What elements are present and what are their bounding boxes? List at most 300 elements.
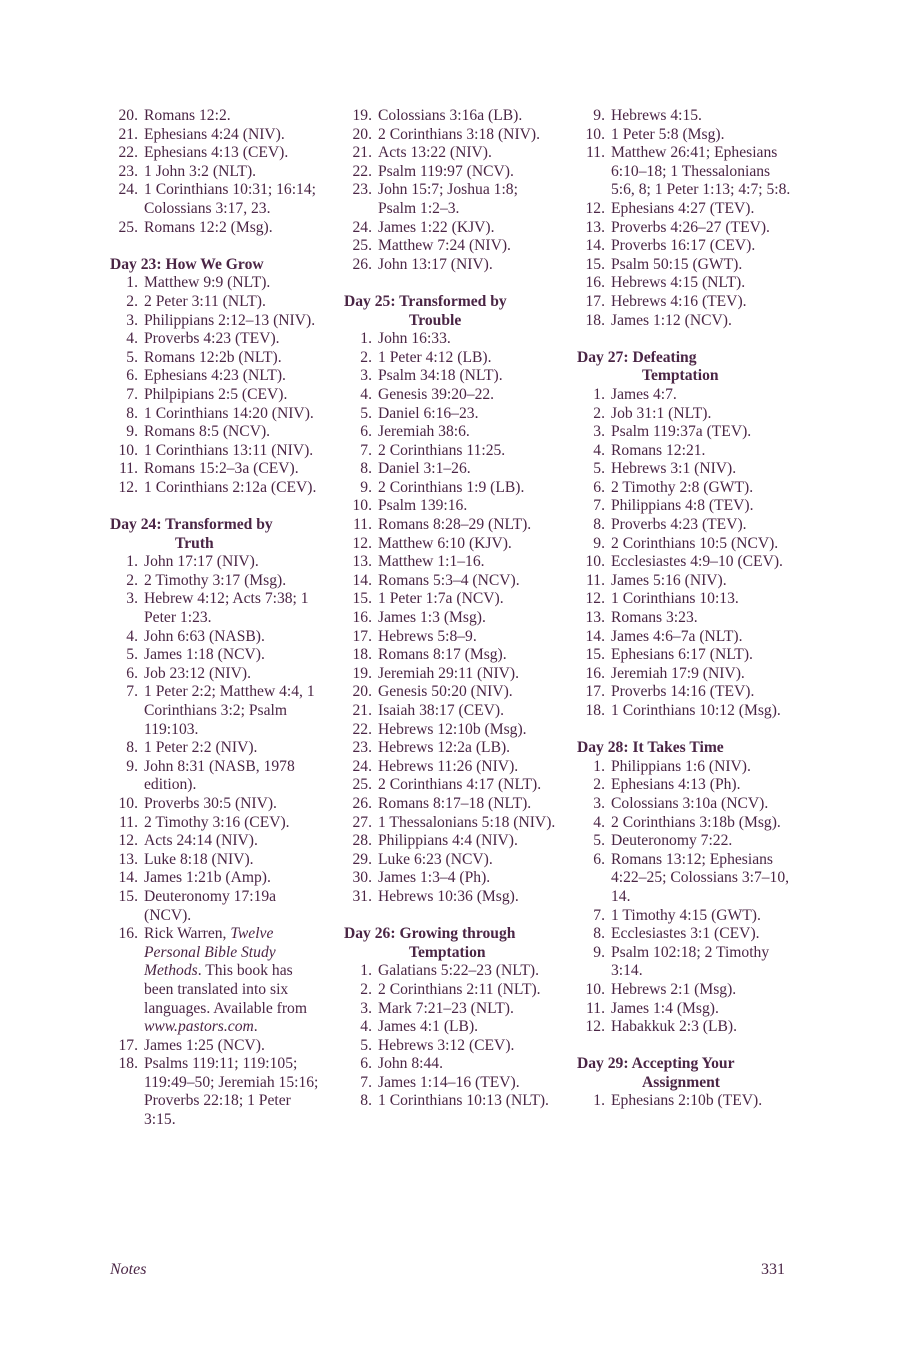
endnote-reference: Ephesians 2:10b (TEV). [611,1092,763,1110]
endnote-number: 22. [352,162,372,180]
notes-section [577,739,792,1037]
endnote-number: 2. [360,348,372,366]
notes-section [577,349,792,721]
endnote-item [344,628,559,647]
endnote-item [344,572,559,591]
endnote-reference: Philippians 2:12–13 (NIV). [144,311,316,329]
endnote-item [344,869,559,888]
endnote-reference: 2 Corinthians 10:5 (NCV). [611,534,779,552]
endnote-item [577,535,792,554]
endnote-reference: Proverbs 4:23 (TEV). [144,330,280,348]
endnote-reference: 2 Corinthians 1:9 (LB). [378,478,525,496]
endnote-number: 8. [360,460,372,478]
endnote-reference: Psalm 139:16. [378,497,468,515]
endnote-number: 10. [585,980,605,998]
endnote-item [577,256,792,275]
endnote-number: 20. [118,107,138,124]
endnote-reference: 2 Timothy 2:8 (GWT). [611,478,754,496]
endnote-number: 11. [586,571,605,589]
endnote-item [110,590,325,627]
endnote-item [110,553,325,572]
endnote-item [344,851,559,870]
endnote-reference: Philpipians 2:5 (CEV). [144,385,288,403]
endnote-number: 5. [593,832,605,850]
endnote-number: 14. [118,869,138,887]
endnote-item [110,869,325,888]
endnote-reference: Matthew 9:9 (NLT). [144,274,271,292]
endnote-number: 11. [119,813,138,831]
endnote-reference: John 13:17 (NIV). [378,255,493,273]
endnote-item [110,423,325,442]
endnote-item [110,758,325,795]
endnote-item [110,274,325,293]
endnote-item [344,721,559,740]
notes-section [110,516,325,1130]
endnote-number: 9. [593,107,605,124]
section-heading-line: Day 25: Transformed by [344,292,507,310]
endnote-number: 8. [593,925,605,943]
endnote-item [344,776,559,795]
endnote-reference: James 1:18 (NCV). [144,646,265,664]
notes-section [344,107,559,274]
endnote-reference: Romans 8:17–18 (NLT). [378,794,532,812]
endnote-item [344,1092,559,1111]
endnote-number: 8. [126,739,138,757]
endnote-item [344,590,559,609]
page-number: 331 [761,1261,785,1278]
endnote-item [577,497,792,516]
endnote-item [344,1074,559,1093]
section-heading [344,925,559,962]
endnote-item [344,1037,559,1056]
endnote-number: 13. [585,218,605,236]
endnote-reference: Habakkuk 2:3 (LB). [611,1018,738,1036]
endnote-number: 2. [593,404,605,422]
endnote-item [110,1055,325,1129]
endnote-number: 7. [360,1073,372,1091]
endnote-item [577,665,792,684]
endnote-number: 24. [118,181,138,199]
endnote-reference: Romans 5:3–4 (NCV). [378,571,520,589]
endnote-item [110,367,325,386]
endnote-number: 2. [126,571,138,589]
endnote-reference: Psalms 119:11; 119:105; 119:49–50; Jeremiah 15:16; Proverbs 22:18; 1 Peter 3:15. [144,1055,319,1129]
endnote-item [344,535,559,554]
endnote-item [577,944,792,981]
endnote-number: 1. [126,274,138,292]
endnote-number: 10. [352,497,372,515]
endnote-list [577,386,792,721]
endnote-number: 10. [118,794,138,812]
endnote-number: 12. [118,478,138,496]
endnote-list [577,107,792,330]
endnote-item [344,163,559,182]
endnote-reference: Hebrews 5:8–9. [378,627,477,645]
endnote-number: 4. [126,627,138,645]
endnote-reference: 1 John 3:2 (NLT). [144,162,257,180]
endnote-reference: Acts 13:22 (NIV). [378,144,492,162]
endnote-reference: John 8:31 (NASB, 1978 edition). [144,757,295,794]
endnote-item [577,200,792,219]
endnote-reference: 1 Corinthians 10:31; 16:14; Colossians 3:17, 23. [144,181,316,217]
endnote-number: 24. [352,218,372,236]
endnote-item [577,219,792,238]
endnote-number: 9. [593,534,605,552]
endnote-item [110,795,325,814]
endnote-item [110,349,325,368]
endnote-item [344,962,559,981]
endnote-number: 18. [585,311,605,329]
endnote-number: 9. [360,478,372,496]
reference-text: Rick Warren, [144,925,231,943]
endnote-number: 5. [360,1036,372,1054]
endnote-item [344,126,559,145]
endnote-reference: 1 Peter 2:2; Matthew 4:4, 1 Corinthians 3:2; Psalm 119:103. [144,683,315,738]
endnote-number: 7. [593,497,605,515]
endnote-reference: Proverbs 30:5 (NIV). [144,794,277,812]
endnote-reference: Proverbs 14:16 (TEV). [611,683,755,701]
endnote-item [110,814,325,833]
endnote-number: 1. [126,553,138,571]
endnote-reference: Ephesians 4:24 (NIV). [144,125,285,143]
endnote-reference: Matthew 1:1–16. [378,553,485,571]
endnote-reference: Ecclesiastes 4:9–10 (CEV). [611,553,783,571]
endnote-reference: Hebrews 11:26 (NIV). [378,757,519,775]
reference-text: . This book has been translated into six languages. Available from [144,962,307,1017]
endnote-reference: Hebrews 4:16 (TEV). [611,292,747,310]
endnote-reference: Hebrews 2:1 (Msg). [611,980,737,998]
endnote-number: 5. [360,404,372,422]
notes-section [344,925,559,1111]
endnote-reference: Luke 8:18 (NIV). [144,850,254,868]
endnote-reference: James 4:1 (LB). [378,1018,479,1036]
endnote-list [577,1092,792,1111]
endnote-number: 11. [119,460,138,478]
endnote-reference: Galatians 5:22–23 (NLT). [378,962,539,980]
endnote-reference: 2 Corinthians 3:18 (NIV). [378,125,540,143]
endnote-number: 12. [585,590,605,608]
notes-section [110,256,325,498]
endnote-item [344,349,559,368]
endnote-reference: 1 Peter 4:12 (LB). [378,348,492,366]
endnote-item [344,256,559,275]
endnote-number: 2. [360,980,372,998]
endnote-number: 24. [352,757,372,775]
endnote-reference: Jeremiah 17:9 (NIV). [611,664,745,682]
endnote-reference: Philippians 4:4 (NIV). [378,832,518,850]
endnote-reference: Romans 8:28–29 (NLT). [378,516,532,534]
endnote-reference: Romans 12:21. [611,441,706,459]
notes-section [110,107,325,237]
endnote-reference: 1 Corinthians 10:13. [611,590,739,608]
endnote-item [577,144,792,200]
endnote-item [344,386,559,405]
endnote-item [577,628,792,647]
endnote-item [577,516,792,535]
endnote-item [577,1000,792,1019]
endnote-item [577,851,792,907]
section-heading-line: Assignment [642,1073,720,1091]
endnote-item [577,776,792,795]
endnote-reference: James 1:3–4 (Ph). [378,869,491,887]
endnote-reference: 2 Corinthians 2:11 (NLT). [378,980,541,998]
endnote-item [110,460,325,479]
endnote-number: 22. [352,720,372,738]
endnote-number: 9. [593,943,605,961]
endnote-number: 19. [352,664,372,682]
endnote-number: 6. [360,423,372,441]
endnote-item [577,683,792,702]
endnote-item [110,330,325,349]
endnote-number: 7. [126,385,138,403]
endnote-item [344,144,559,163]
notes-column-2 [344,107,559,1111]
endnote-number: 2. [593,776,605,794]
endnote-reference: Job 31:1 (NLT). [611,404,712,422]
endnote-reference: John 8:44. [378,1055,443,1073]
endnote-item [110,386,325,405]
endnote-item [110,739,325,758]
endnote-reference: Psalm 102:18; 2 Timothy 3:14. [611,943,770,980]
endnote-item [344,219,559,238]
notes-column-1 [110,107,325,1130]
endnote-number: 7. [593,906,605,924]
endnote-reference: Matthew 26:41; Ephesians 6:10–18; 1 Thessalonians 5:6, 8; 1 Peter 1:13; 4:7; 5:8. [611,144,791,199]
section-heading-line: Day 27: Defeating [577,348,697,366]
endnote-item [577,460,792,479]
endnote-number: 25. [352,237,372,255]
endnote-reference: 1 Corinthians 13:11 (NIV). [144,441,314,459]
endnote-item [110,832,325,851]
endnote-number: 16. [118,925,138,943]
endnote-reference: Proverbs 4:23 (TEV). [611,516,747,534]
endnote-number: 25. [118,218,138,236]
endnote-reference: Hebrews 4:15. [611,107,702,124]
section-heading [344,293,559,330]
endnote-number: 6. [593,478,605,496]
endnote-reference: Hebrews 4:15 (NLT). [611,274,746,292]
endnote-number: 4. [126,330,138,348]
endnote-item [344,497,559,516]
endnote-reference: John 16:33. [378,330,451,348]
endnote-number: 3. [593,794,605,812]
endnote-number: 15. [352,590,372,608]
endnote-reference: Ephesians 4:23 (NLT). [144,367,286,385]
endnote-item [344,758,559,777]
endnote-reference: Matthew 7:24 (NIV). [378,237,511,255]
section-heading [577,349,792,386]
endnote-list [344,962,559,1111]
endnote-number: 15. [118,887,138,905]
endnote-reference: Daniel 6:16–23. [378,404,479,422]
endnote-item [577,423,792,442]
endnote-number: 23. [118,162,138,180]
endnote-item [110,1037,325,1056]
endnote-reference: Hebrews 3:1 (NIV). [611,460,737,478]
endnote-reference: 2 Corinthians 3:18b (Msg). [611,813,781,831]
endnote-reference: Romans 12:2b (NLT). [144,348,282,366]
endnote-item [344,888,559,907]
reference-text: . [253,1018,258,1036]
endnote-reference: James 1:3 (Msg). [378,609,486,627]
endnote-number: 3. [126,590,138,608]
endnote-reference: Genesis 50:20 (NIV). [378,683,513,701]
endnote-reference: Colossians 3:16a (LB). [378,107,523,124]
endnote-number: 14. [585,237,605,255]
endnote-reference: Romans 15:2–3a (CEV). [144,460,299,478]
endnote-number: 26. [352,794,372,812]
endnote-number: 4. [360,1018,372,1036]
endnote-list [577,758,792,1037]
endnote-number: 14. [352,571,372,589]
endnote-item [344,516,559,535]
endnote-number: 8. [360,1092,372,1110]
endnote-reference: 1 Corinthians 2:12a (CEV). [144,478,317,496]
endnote-item [577,925,792,944]
endnote-reference: Psalm 119:37a (TEV). [611,423,752,441]
endnote-number: 15. [585,646,605,664]
endnote-number: 19. [352,107,372,124]
endnote-item [577,702,792,721]
endnote-number: 5. [126,646,138,664]
endnote-item [110,219,325,238]
endnote-number: 10. [585,125,605,143]
endnote-reference: 1 Timothy 4:15 (GWT). [611,906,761,924]
endnote-item [344,739,559,758]
endnote-item [577,590,792,609]
endnote-item [577,1018,792,1037]
endnote-number: 12. [118,832,138,850]
endnote-number: 26. [352,255,372,273]
endnote-number: 10. [585,553,605,571]
endnote-number: 27. [352,813,372,831]
endnote-item [577,237,792,256]
endnote-number: 8. [126,404,138,422]
endnote-reference: 2 Timothy 3:17 (Msg). [144,571,287,589]
section-heading [577,1055,792,1092]
endnote-item [577,981,792,1000]
endnote-reference: Ephesians 4:27 (TEV). [611,199,755,217]
endnote-reference: James 5:16 (NIV). [611,571,727,589]
endnote-item [110,293,325,312]
endnote-item [344,330,559,349]
endnote-reference: Jeremiah 29:11 (NIV). [378,664,520,682]
endnote-reference: Hebrews 3:12 (CEV). [378,1036,515,1054]
endnote-number: 3. [593,423,605,441]
endnote-reference: 1 Corinthians 14:20 (NIV). [144,404,314,422]
endnote-reference: 2 Corinthians 11:25. [378,441,506,459]
endnote-reference: John 15:7; Joshua 1:8; Psalm 1:2–3. [378,181,518,217]
endnote-number: 17. [585,292,605,310]
endnote-reference: 1 Thessalonians 5:18 (NIV). [378,813,556,831]
endnote-reference: 1 Peter 2:2 (NIV). [144,739,258,757]
endnote-number: 23. [352,739,372,757]
italic-text: www.pastors.com [144,1018,254,1036]
endnote-reference: 1 Corinthians 10:13 (NLT). [378,1092,549,1110]
endnote-list [110,107,325,237]
endnote-reference: Ephesians 4:13 (Ph). [611,776,741,794]
endnote-reference: 2 Timothy 3:16 (CEV). [144,813,290,831]
endnote-item [577,312,792,331]
endnote-number: 4. [360,385,372,403]
endnote-number: 17. [118,1036,138,1054]
endnote-reference: Ecclesiastes 3:1 (CEV). [611,925,760,943]
section-heading [110,516,325,553]
endnote-reference: Isaiah 38:17 (CEV). [378,702,505,719]
endnote-item [110,851,325,870]
endnote-number: 31. [352,887,372,905]
endnote-item [110,479,325,498]
endnote-reference: Matthew 6:10 (KJV). [378,534,512,552]
endnote-item [110,925,325,1037]
endnote-number: 13. [352,553,372,571]
endnote-item [577,609,792,628]
notes-section [577,1055,792,1111]
endnote-number: 25. [352,776,372,794]
endnote-number: 12. [352,534,372,552]
endnote-list [344,330,559,906]
endnote-number: 21. [352,702,372,719]
endnote-item [344,442,559,461]
endnote-number: 16. [352,609,372,627]
endnote-item [577,1092,792,1111]
section-heading-line: Day 23: How We Grow [110,255,264,273]
endnote-list [344,107,559,274]
endnote-item [344,981,559,1000]
endnote-reference: Colossians 3:10a (NCV). [611,794,769,812]
endnote-item [577,795,792,814]
endnote-item [577,646,792,665]
endnote-reference: James 1:12 (NCV). [611,311,732,329]
running-footer-section: Notes [110,1261,147,1278]
endnote-reference: Psalm 119:97 (NCV). [378,162,514,180]
endnote-reference: Hebrews 12:10b (Msg). [378,720,527,738]
endnote-reference: 1 Peter 5:8 (Msg). [611,125,725,143]
endnote-number: 5. [126,348,138,366]
endnote-reference: Psalm 34:18 (NLT). [378,367,503,385]
endnote-reference: James 1:22 (KJV). [378,218,495,236]
endnote-number: 20. [352,125,372,143]
section-heading [110,256,325,275]
endnote-number: 12. [585,199,605,217]
endnote-item [344,460,559,479]
endnote-reference [144,925,325,1037]
endnote-number: 13. [118,850,138,868]
endnote-item [344,423,559,442]
endnote-item [344,832,559,851]
endnote-number: 4. [593,813,605,831]
endnote-reference: James 1:21b (Amp). [144,869,271,887]
italic-text: Twelve Personal Bible Study Methods [144,925,276,980]
notes-section [344,293,559,907]
endnote-reference: Jeremiah 38:6. [378,423,470,441]
endnote-reference: Hebrews 12:2a (LB). [378,739,511,757]
endnote-reference: Philippians 4:8 (TEV). [611,497,754,515]
endnote-number: 22. [118,144,138,162]
endnote-number: 28. [352,832,372,850]
section-heading-line: Truth [175,534,214,552]
endnote-item [110,107,325,126]
endnote-number: 3. [360,999,372,1017]
endnote-number: 16. [585,664,605,682]
endnote-item [344,665,559,684]
endnote-number: 17. [352,627,372,645]
endnote-list [110,553,325,1129]
endnote-number: 14. [585,627,605,645]
endnote-number: 1. [360,962,372,980]
section-heading-line: Temptation [409,943,486,961]
endnote-number: 9. [126,757,138,775]
